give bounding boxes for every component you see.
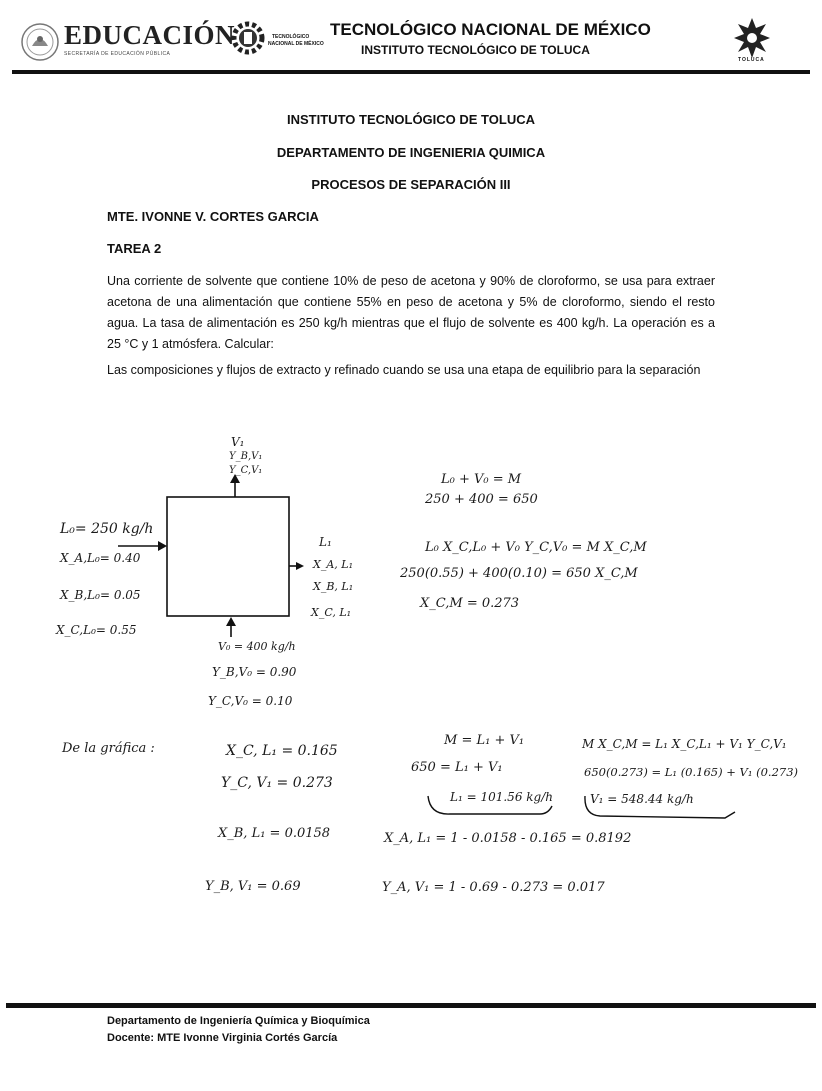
hw-g-xc-l1: X_C, L₁ = 0.165 [226,743,338,759]
hw-g-yc-v1: Y_C, V₁ = 0.273 [221,775,333,791]
header-subtitle: INSTITUTO TECNOLÓGICO DE TOLUCA [361,43,590,57]
hw-eq-xa-l1: X_A, L₁ = 1 - 0.0158 - 0.165 = 0.8192 [384,831,632,846]
edu-logo-text: EDUCACIÓN [64,20,236,50]
doc-paragraph-2: Las composiciones y flujos de extracto y refinado cuando se usa una etapa de equilibrio para la separación [107,363,701,377]
hw-x-c-l1: X_C, L₁ [311,606,352,619]
hw-v0-flow: V₀ = 400 kg/h [218,640,296,653]
hw-eq-mxcm: M X_C,M = L₁ X_C,L₁ + V₁ Y_C,V₁ [582,737,787,751]
header-title: TECNOLÓGICO NACIONAL DE MÉXICO [330,20,651,39]
hw-g-xb-l1: X_B, L₁ = 0.0158 [218,826,331,841]
hw-eq-mass-num: 250 + 400 = 650 [425,492,538,507]
toluca-seal-text: TOLUCA [738,57,765,63]
doc-course: PROCESOS DE SEPARACIÓN III [311,177,511,192]
hw-eq-m-l1v1: M = L₁ + V₁ [444,733,525,748]
hw-y-c-v0: Y_C,V₀ = 0.10 [208,694,293,708]
hw-eq-650-l1v1: 650 = L₁ + V₁ [411,760,503,775]
hw-l0-flow: L₀= 250 kg/h [60,521,154,537]
tecnm-small-line1: TECNOLÓGICO [272,34,310,40]
doc-institute: INSTITUTO TECNOLÓGICO DE TOLUCA [287,112,535,127]
hw-x-a-l1: X_A, L₁ [313,558,353,571]
hw-eq-comp-num: 250(0.55) + 400(0.10) = 650 X_C,M [400,566,638,581]
doc-department: DEPARTAMENTO DE INGENIERIA QUIMICA [276,145,546,160]
hw-from-graph: De la gráfica : [62,741,155,756]
hw-x-c-l0: X_C,L₀= 0.55 [56,623,137,637]
hw-y-b-v1: Y_B,V₁ [229,451,263,462]
tecnm-small-line2: NACIONAL DE MÉXICO [268,41,324,47]
hw-x-a-l0: X_A,L₀= 0.40 [60,551,141,565]
footer-rule [6,1003,816,1008]
edu-logo-subtitle: SECRETARÍA DE EDUCACIÓN PÚBLICA [64,51,171,57]
hw-result-l1: L₁ = 101.56 kg/h [450,790,553,804]
hw-result-v1: V₁ = 548.44 kg/h [590,792,694,806]
hw-y-c-v1: Y_C,V₁ [229,465,263,476]
footer-department: Departamento de Ingeniería Química y Bioquímica [107,1015,370,1027]
hw-l1: L₁ [319,535,332,549]
hw-eq-mxcm-num: 650(0.273) = L₁ (0.165) + V₁ (0.273) [584,765,799,779]
doc-assignment: TAREA 2 [107,241,162,256]
hw-x-b-l1: X_B, L₁ [313,580,354,593]
hw-eq-mass: L₀ + V₀ = M [441,472,522,487]
equilibrium-stage-box [167,497,289,616]
hw-g-yb-v1: Y_B, V₁ = 0.69 [205,879,301,894]
hw-eq-ya-v1: Y_A, V₁ = 1 - 0.69 - 0.273 = 0.017 [382,880,605,895]
hw-y-b-v0: Y_B,V₀ = 0.90 [212,665,297,679]
hw-x-b-l0: X_B,L₀= 0.05 [60,588,141,602]
doc-paragraph-1: Una corriente de solvente que contiene 10% de peso de acetona y 90% de cloroformo, se usa para extraer acetona de una alimentación que contiene 55% en peso de acetona y 5% de cloroformo, siendo el resto agua. La tasa de alimentación es 250 kg/h mientras que el flujo de solvente es 400 kg/h. La operación es a 25 °C y 1 atmósfera. Calcular: [107,274,715,351]
doc-teacher: MTE. IVONNE V. CORTES GARCIA [107,209,319,224]
footer-docente: Docente: MTE Ivonne Virginia Cortés García [107,1032,338,1044]
hw-v1: V₁ [231,435,245,449]
hw-eq-comp: L₀ X_C,L₀ + V₀ Y_C,V₀ = M X_C,M [425,540,647,555]
hw-eq-xcm: X_C,M = 0.273 [420,596,520,611]
